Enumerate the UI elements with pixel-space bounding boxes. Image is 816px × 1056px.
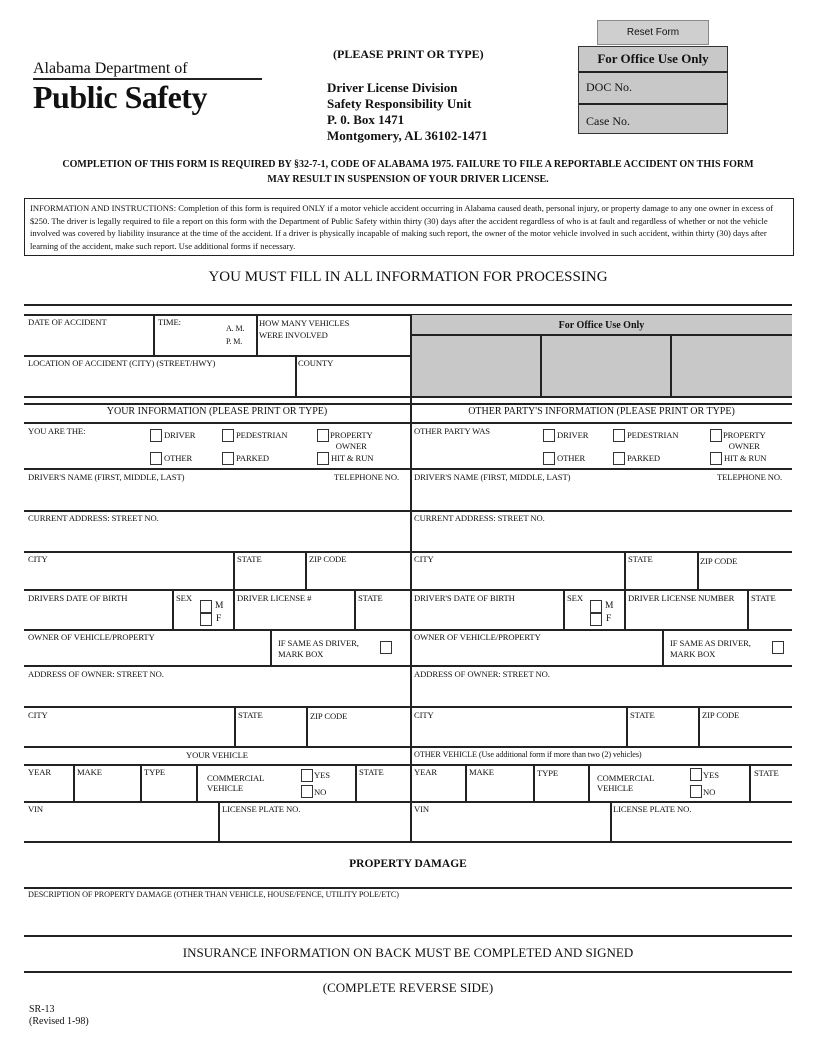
divider	[24, 629, 792, 631]
divider	[624, 551, 626, 589]
label: PEDESTRIAN	[627, 430, 679, 440]
insurance-notice: INSURANCE INFORMATION ON BACK MUST BE COMPLETED AND SIGNED	[182, 945, 634, 960]
label: MARK BOX	[670, 649, 716, 659]
your-owner-field[interactable]: OWNER OF VEHICLE/PROPERTY	[28, 632, 155, 642]
label: F	[606, 614, 612, 624]
label	[330, 430, 373, 452]
label: DRIVER	[164, 430, 196, 440]
your-owner-city-field[interactable]: CITY	[28, 710, 48, 720]
divider	[24, 971, 792, 973]
your-sex-f-checkbox[interactable]	[200, 613, 212, 626]
your-address-field[interactable]: CURRENT ADDRESS: STREET NO.	[28, 513, 159, 523]
other-telephone-field[interactable]: TELEPHONE NO.	[717, 472, 783, 482]
other-hit-run-checkbox[interactable]	[710, 452, 722, 465]
department-name: Alabama Department of	[33, 60, 188, 77]
other-same-as-driver-checkbox[interactable]	[772, 641, 784, 654]
label: OWNER	[728, 441, 760, 451]
label: IF SAME AS DRIVER,	[670, 638, 751, 648]
your-same-as-driver-checkbox[interactable]	[380, 641, 392, 654]
your-dob-field[interactable]: DRIVERS DATE OF BIRTH	[28, 593, 128, 603]
divider	[73, 764, 75, 801]
divider	[540, 334, 542, 396]
divider	[24, 665, 792, 667]
divider	[24, 510, 792, 512]
your-driver-checkbox[interactable]	[150, 429, 162, 442]
office-use-title: For Office Use Only	[597, 51, 709, 66]
label: PROPERTY	[723, 430, 766, 440]
label: DRIVER	[557, 430, 589, 440]
other-address-field[interactable]: CURRENT ADDRESS: STREET NO.	[414, 513, 545, 523]
label: IF SAME AS DRIVER,	[278, 638, 359, 648]
address-line: Montgomery, AL 36102-1471	[327, 128, 488, 143]
other-driver-name-field[interactable]: DRIVER'S NAME (FIRST, MIDDLE, LAST)	[414, 472, 571, 482]
address-line: Driver License Division	[327, 80, 458, 95]
other-owner-address-field[interactable]: ADDRESS OF OWNER: STREET NO.	[414, 669, 550, 679]
divider	[24, 551, 792, 553]
divider	[24, 841, 792, 843]
other-city-field[interactable]: CITY	[414, 554, 434, 564]
other-party-label: OTHER PARTY WAS	[414, 426, 490, 436]
divider	[24, 422, 792, 424]
other-sex-label: SEX	[567, 593, 583, 603]
other-property-owner-checkbox[interactable]	[710, 429, 722, 442]
legal-notice	[0, 157, 816, 187]
label: PROPERTY	[330, 430, 373, 440]
your-zip-field[interactable]: ZIP CODE	[309, 554, 347, 564]
divider	[579, 71, 728, 73]
your-commercial-yes-checkbox[interactable]	[301, 769, 313, 782]
divider	[698, 706, 700, 746]
label: VEHICLE	[597, 783, 634, 793]
label: WERE INVOLVED	[259, 330, 328, 340]
divider	[24, 589, 792, 591]
divider	[24, 935, 792, 937]
your-vehicle-heading: YOUR VEHICLE	[186, 750, 248, 760]
other-pedestrian-checkbox[interactable]	[613, 429, 625, 442]
notice-line: COMPLETION OF THIS FORM IS REQUIRED BY §32-7-1, CODE OF ALABAMA 1975. FAILURE TO FILE A REPORTABLE ACCIDENT ON THIS FORM	[62, 159, 754, 170]
label: YES	[314, 770, 330, 780]
other-driver-checkbox[interactable]	[543, 429, 555, 442]
other-zip-field[interactable]: ZIP CODE	[700, 556, 738, 566]
other-vin-field[interactable]: VIN	[414, 804, 429, 814]
divider	[610, 801, 612, 841]
your-info-heading: YOUR INFORMATION (PLEASE PRINT OR TYPE)	[106, 406, 328, 417]
your-type-field[interactable]: TYPE	[144, 767, 166, 777]
other-commercial-no-checkbox[interactable]	[690, 785, 702, 798]
county-field[interactable]: COUNTY	[298, 358, 334, 368]
divider	[465, 764, 467, 801]
label: COMMERCIAL	[597, 773, 655, 783]
divider	[24, 396, 792, 398]
label: PEDESTRIAN	[236, 430, 288, 440]
your-sex-m-checkbox[interactable]	[200, 600, 212, 613]
divider	[306, 706, 308, 746]
divider	[305, 551, 307, 589]
other-commercial-yes-checkbox[interactable]	[690, 768, 702, 781]
divider	[24, 746, 792, 748]
divider	[24, 304, 792, 306]
your-parked-checkbox[interactable]	[222, 452, 234, 465]
your-commercial-label	[207, 773, 264, 793]
divider	[196, 764, 198, 801]
label: HIT & RUN	[724, 453, 767, 463]
revision-date: (Revised 1-98)	[29, 1016, 89, 1027]
label: NO	[314, 787, 327, 797]
other-vehicle-state-field[interactable]: STATE	[754, 768, 779, 778]
case-no-field[interactable]: Case No.	[586, 114, 630, 128]
divider	[233, 589, 235, 629]
instructions-box: INFORMATION AND INSTRUCTIONS: Completion of this form is required ONLY if a motor vehicle accident occurring in Alabama caused death, personal injury, or property damage to any one owner in excess of $250. The driver is legally required to file a report on this form with the Department of Public Safety within thirty (30) days after the accident regardless of who is at fault and regardless of whether or not the vehicle involved was covered by liability insurance at the time of the accident. If a driver is physically incapable of making such report, the owner of the motor vehicle involved in such accident, within thirty (30) days after learning of the accident, make such report. Use additional forms if necessary.	[24, 198, 794, 256]
other-owner-city-field[interactable]: CITY	[414, 710, 434, 720]
divider	[354, 589, 356, 629]
other-owner-state-field[interactable]: STATE	[630, 710, 655, 720]
other-license-field[interactable]: DRIVER LICENSE NUMBER	[628, 593, 735, 603]
divider	[410, 314, 412, 841]
label: OTHER	[164, 453, 193, 463]
other-same-as-driver-label	[670, 638, 751, 660]
your-make-field[interactable]: MAKE	[77, 767, 102, 777]
other-year-field[interactable]: YEAR	[414, 767, 437, 777]
location-field[interactable]: LOCATION OF ACCIDENT (CITY) (STREET/HWY)	[28, 358, 216, 368]
your-owner-state-field[interactable]: STATE	[238, 710, 263, 720]
divider	[218, 801, 220, 841]
divider	[670, 334, 672, 396]
other-commercial-label	[597, 773, 654, 793]
divider	[747, 589, 749, 629]
other-type-field[interactable]: TYPE	[537, 768, 559, 778]
divider	[24, 355, 411, 357]
other-state-field[interactable]: STATE	[628, 554, 653, 564]
label: OWNER	[335, 441, 367, 451]
you-are-label: YOU ARE THE:	[28, 426, 86, 436]
label: COMMERCIAL	[207, 773, 265, 783]
divider	[172, 589, 174, 629]
divider	[662, 629, 664, 665]
doc-no-field[interactable]: DOC No.	[586, 80, 633, 94]
label: HOW MANY VEHICLES	[259, 318, 350, 328]
divider	[411, 334, 792, 336]
notice-line: MAY RESULT IN SUSPENSION OF YOUR DRIVER LICENSE.	[267, 174, 549, 185]
divider	[234, 706, 236, 746]
your-license-state-field[interactable]: STATE	[358, 593, 383, 603]
label: PARKED	[627, 453, 660, 463]
your-vehicle-state-field[interactable]: STATE	[359, 767, 384, 777]
label	[723, 430, 766, 452]
your-vin-field[interactable]: VIN	[28, 804, 43, 814]
your-owner-address-field[interactable]: ADDRESS OF OWNER: STREET NO.	[28, 669, 164, 679]
divider	[355, 764, 357, 801]
divider	[588, 764, 590, 801]
divider	[270, 629, 272, 665]
your-state-field[interactable]: STATE	[237, 554, 262, 564]
divider	[233, 551, 235, 589]
divider	[24, 468, 792, 470]
office-use-heading: For Office Use Only	[558, 320, 645, 331]
your-owner-zip-field[interactable]: ZIP CODE	[310, 711, 348, 721]
other-other-checkbox[interactable]	[543, 452, 555, 465]
your-same-as-driver-label	[278, 638, 359, 660]
reset-form-button[interactable]: Reset Form	[597, 20, 709, 45]
am-label: A. M.	[226, 324, 245, 333]
your-year-field[interactable]: YEAR	[28, 767, 51, 777]
other-license-state-field[interactable]: STATE	[751, 593, 776, 603]
divider	[626, 706, 628, 746]
mailing-address	[327, 80, 488, 144]
label: VEHICLE	[207, 783, 244, 793]
your-driver-name-field[interactable]: DRIVER'S NAME (FIRST, MIDDLE, LAST)	[28, 472, 185, 482]
form-id: SR-13	[29, 1004, 55, 1015]
your-city-field[interactable]: CITY	[28, 554, 48, 564]
label: NO	[703, 787, 716, 797]
property-damage-heading: PROPERTY DAMAGE	[349, 858, 467, 870]
divider	[533, 764, 535, 801]
time-field[interactable]: TIME:	[158, 317, 181, 327]
address-line: Safety Responsibility Unit	[327, 96, 472, 111]
divider	[256, 314, 258, 355]
your-plate-field[interactable]: LICENSE PLATE NO.	[222, 804, 301, 814]
divider	[24, 403, 792, 405]
label: M	[605, 601, 614, 611]
label: F	[216, 614, 222, 624]
other-dob-field[interactable]: DRIVER'S DATE OF BIRTH	[414, 593, 515, 603]
divider	[563, 589, 565, 629]
label: M	[215, 601, 224, 611]
property-damage-description-field[interactable]: DESCRIPTION OF PROPERTY DAMAGE (OTHER THAN VEHICLE, HOUSE/FENCE, UTILITY POLE/ETC)	[28, 890, 399, 899]
your-commercial-no-checkbox[interactable]	[301, 785, 313, 798]
divider	[579, 103, 728, 105]
other-plate-field[interactable]: LICENSE PLATE NO.	[613, 804, 692, 814]
your-sex-label: SEX	[176, 593, 192, 603]
label: HIT & RUN	[331, 453, 374, 463]
label: MARK BOX	[278, 649, 324, 659]
other-parked-checkbox[interactable]	[613, 452, 625, 465]
your-hit-run-checkbox[interactable]	[317, 452, 329, 465]
agency-name: Public Safety	[33, 79, 207, 115]
must-fill-heading: YOU MUST FILL IN ALL INFORMATION FOR PROCESSING	[208, 269, 608, 285]
divider	[153, 314, 155, 355]
date-of-accident-field[interactable]: DATE OF ACCIDENT	[28, 317, 107, 327]
divider	[24, 706, 792, 708]
your-telephone-field[interactable]: TELEPHONE NO.	[334, 472, 400, 482]
your-pedestrian-checkbox[interactable]	[222, 429, 234, 442]
divider	[140, 764, 142, 801]
label: YES	[703, 770, 719, 780]
divider	[24, 887, 792, 889]
other-sex-f-checkbox[interactable]	[590, 613, 602, 626]
other-owner-field[interactable]: OWNER OF VEHICLE/PROPERTY	[414, 632, 541, 642]
pm-label: P. M.	[226, 337, 243, 346]
other-vehicle-heading: OTHER VEHICLE (Use additional form if more than two (2) vehicles)	[414, 750, 642, 759]
your-other-checkbox[interactable]	[150, 452, 162, 465]
label: OTHER	[557, 453, 586, 463]
divider	[24, 801, 792, 803]
your-property-owner-checkbox[interactable]	[317, 429, 329, 442]
vehicles-involved-field[interactable]	[259, 317, 349, 341]
other-sex-m-checkbox[interactable]	[590, 600, 602, 613]
other-make-field[interactable]: MAKE	[469, 767, 494, 777]
other-info-heading: OTHER PARTY'S INFORMATION (PLEASE PRINT OR TYPE)	[468, 406, 735, 417]
your-license-field[interactable]: DRIVER LICENSE #	[237, 593, 312, 603]
divider	[749, 764, 751, 801]
divider	[295, 355, 297, 396]
address-line: P. 0. Box 1471	[327, 112, 405, 127]
divider	[624, 589, 626, 629]
label: PARKED	[236, 453, 269, 463]
divider	[697, 551, 699, 589]
complete-reverse-note: (COMPLETE REVERSE SIDE)	[322, 980, 494, 995]
print-note: (PLEASE PRINT OR TYPE)	[333, 47, 484, 61]
other-owner-zip-field[interactable]: ZIP CODE	[702, 710, 740, 720]
